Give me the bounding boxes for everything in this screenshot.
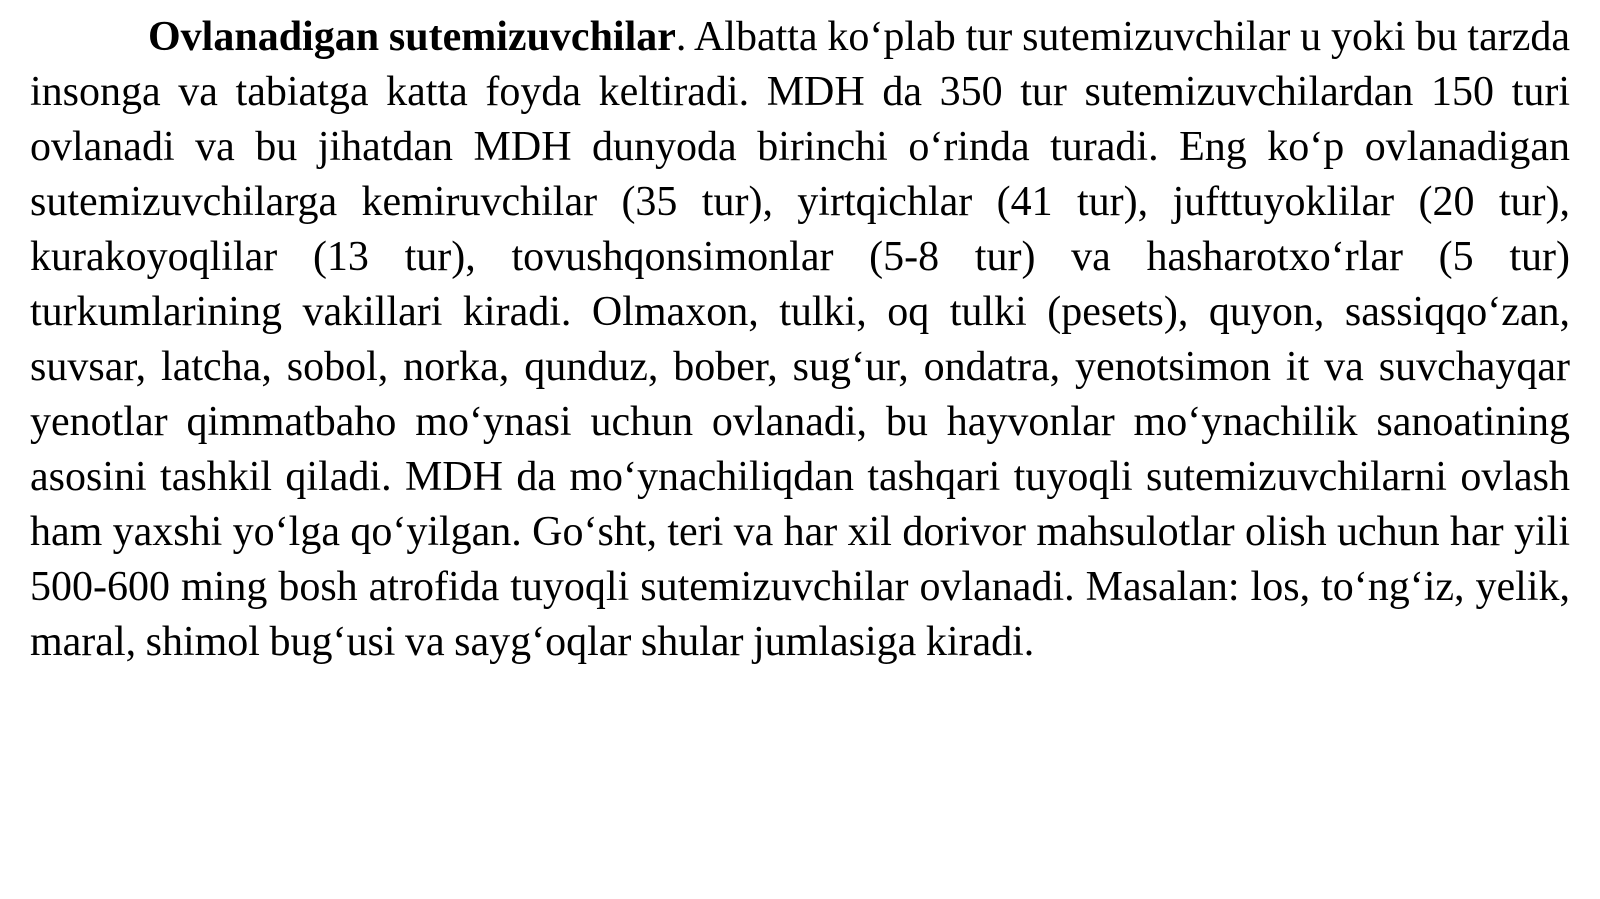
body-paragraph xyxy=(30,10,1570,670)
lead-heading: Ovlanadigan sutemizuvchilar xyxy=(148,14,676,60)
paragraph-text: . Albatta ko‘plab tur sutemizuvchilar u yoki bu tarzda insonga va tabiatga katta foyda keltiradi. MDH da 350 tur sutemizuvchilardan 150 turi ovlanadi va bu jihatdan MDH dunyoda birinchi o‘rinda turadi. Eng ko‘p ovlanadigan sutemizuvchilarga kemiruvchilar (35 tur), yirtqichlar (41 tur), jufttuyoklilar (20 tur), kurakoyoqlilar (13 tur), tovushqonsimonlar (5-8 tur) va hasharotxo‘rlar (5 tur) turkumlarining vakillari kiradi. Olmaxon, tulki, oq tulki (pesets), quyon, sassiqqo‘zan, suvsar, latcha, sobol, norka, qunduz, bober, sug‘ur, ondatra, yenotsimon it va suvchayqar yenotlar qimmatbaho mo‘ynasi uchun ovlanadi, bu hayvonlar mo‘ynachilik sanoatining asosini tashkil qiladi. MDH da mo‘ynachiliqdan tashqari tuyoqli sutemizuvchilarni ovlash ham yaxshi yo‘lga qo‘yilgan. Go‘sht, teri va har xil dorivor mahsulotlar olish uchun har yili 500-600 ming bosh atrofida tuyoqli sutemizuvchilar ovlanadi. Masalan: los, to‘ng‘iz, yelik, maral, shimol bug‘usi va sayg‘oqlar shular jumlasiga kiradi. xyxy=(30,14,1570,665)
